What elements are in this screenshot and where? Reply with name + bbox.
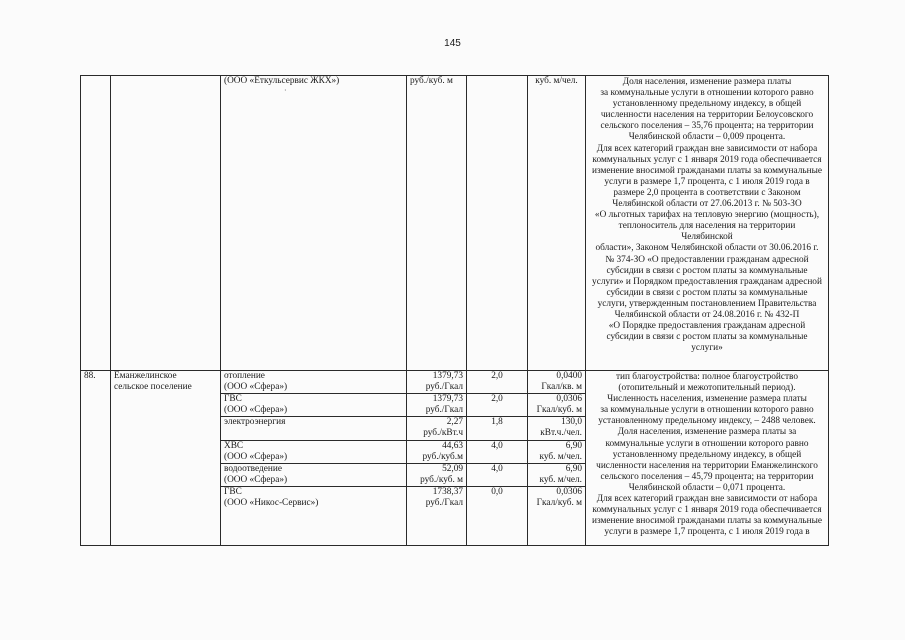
description-line: услуги» и Порядком предоставления гражданам адресной — [592, 276, 822, 287]
description-line: изменение вносимой гражданами платы за коммунальные — [592, 516, 822, 527]
description-line: численности населения на территории Белоусовского — [600, 110, 814, 121]
service-cell — [221, 463, 407, 486]
index-cell: 1,8 — [467, 417, 528, 440]
volume-cell — [528, 76, 586, 371]
volume-value: 130,0 — [561, 417, 582, 428]
description-line: Доля населения, изменение размера платы — [622, 77, 792, 87]
service-cell — [221, 394, 407, 417]
provider-name: (ООО «Еткульсервис ЖКХ») — [224, 76, 340, 86]
description-line: Челябинской области – 0,009 процента. — [628, 132, 786, 143]
municipality-name-line1: Еманжелинское — [114, 371, 177, 381]
volume-cell — [528, 486, 586, 545]
tariff-unit: руб./куб. м — [410, 76, 453, 86]
description-line: Для всех категорий граждан вне зависимости от набора — [596, 494, 818, 505]
service-provider: (ООО «Сфера») — [224, 451, 288, 462]
description-line: «О Порядке предоставления гражданам адресной — [608, 321, 806, 332]
tariff-unit: руб./Гкал — [425, 405, 463, 416]
description-line: коммунальных услуг с 1 января 2019 года обеспечивается — [592, 154, 822, 165]
index-cell — [467, 76, 528, 371]
row-number-cell: 88. — [81, 371, 111, 546]
description-line: за коммунальные услуги в отношении которого равно — [600, 88, 814, 99]
service-provider: (ООО «Сфера») — [224, 405, 288, 416]
description-line: тип благоустройства: полное благоустройство — [615, 372, 799, 382]
description-line: изменение вносимой гражданами платы за коммунальные — [592, 165, 822, 176]
tariff-table — [80, 75, 829, 546]
service-name: электроэнергия — [224, 417, 286, 428]
volume-unit: куб. м/чел. — [539, 451, 582, 462]
tariff-cell — [407, 417, 467, 440]
volume-unit: куб. м/чел. — [539, 474, 582, 485]
description-line: «О льготных тарифах на тепловую энергию (мощность), — [594, 210, 820, 221]
tariff-unit: руб./Гкал — [425, 498, 463, 509]
description-line: установленному предельному индексу, – 2488 человек. — [598, 416, 816, 427]
description-line: размере 2,0 процента в соответствии с Законом — [613, 187, 801, 198]
tariff-value: 1738,37 — [432, 486, 463, 497]
description-cell — [586, 371, 829, 546]
description-line: субсидии в связи с ростом платы за коммунальные — [606, 265, 808, 276]
index-cell: 4,0 — [467, 463, 528, 486]
tariff-unit: руб./куб.м — [422, 451, 463, 462]
tariff-cell — [407, 371, 467, 394]
description-line: Доля населения, изменение размера платы за — [617, 427, 797, 438]
description-text — [592, 372, 822, 538]
description-line: теплоноситель для населения на территории Челябинской — [618, 221, 796, 243]
description-line: сельского поселения – 35,76 процента; на территории — [600, 121, 814, 132]
volume-cell — [528, 394, 586, 417]
volume-unit: Гкал/кв. м — [541, 382, 582, 393]
volume-value: 0,0306 — [556, 486, 582, 497]
tariff-cell — [407, 440, 467, 463]
description-line: Челябинской области – 0,071 процента. — [628, 482, 786, 493]
volume-value: 0,0306 — [556, 394, 582, 405]
volume-unit: Гкал/куб. м — [536, 498, 582, 509]
municipality-cell — [111, 371, 221, 546]
description-line: субсидии в связи с ростом платы за коммунальные — [606, 332, 808, 343]
page-number: 145 — [444, 38, 461, 49]
tariff-cell — [407, 463, 467, 486]
description-line: установленному предельному индексу, в общей — [612, 99, 802, 110]
tariff-unit: руб./куб. м — [420, 474, 463, 485]
volume-unit: кВт.ч./чел. — [540, 428, 582, 439]
tariff-value: 1379,73 — [432, 394, 463, 405]
volume-value: 6,90 — [565, 440, 582, 451]
tariff-unit: руб./кВт.ч — [423, 428, 463, 439]
description-line: коммунальные услуги в отношении которого равно — [605, 438, 809, 449]
scan-mark: · — [284, 86, 287, 96]
description-line: области», Законом Челябинской области от 30.06.2016 г. — [595, 243, 819, 254]
description-line: услуги» — [691, 343, 723, 354]
service-name: водоотведение — [224, 463, 282, 474]
description-line: услуги, утвержденным постановлением Правительства — [597, 298, 817, 309]
tariff-value: 2,27 — [446, 417, 463, 428]
volume-unit: Гкал/куб. м — [536, 405, 582, 416]
index-cell: 2,0 — [467, 394, 528, 417]
service-cell — [221, 486, 407, 545]
description-line: услуги в размере 1,7 процента, с 1 июля 2019 года в — [604, 176, 810, 187]
table-row-continuation — [81, 76, 829, 371]
service-cell — [221, 76, 407, 371]
description-line: (отопительный и межотопительный период). — [618, 383, 796, 394]
service-cell — [221, 440, 407, 463]
tariff-value: 44,63 — [442, 440, 463, 451]
description-text — [592, 77, 822, 354]
volume-unit: куб. м/чел. — [535, 76, 578, 86]
description-line: установленному предельному индексу, в общей — [612, 449, 802, 460]
tariff-cell — [407, 486, 467, 545]
index-cell: 0,0 — [467, 486, 528, 545]
tariff-unit: руб./Гкал — [425, 382, 463, 393]
service-provider: (ООО «Никос-Сервис») — [224, 498, 319, 509]
description-line: Численность населения, изменение размера платы — [607, 394, 807, 405]
description-line: субсидии в связи с ростом платы за коммунальные — [606, 287, 808, 298]
description-line: Челябинской области от 27.06.2013 г. № 503-ЗО — [612, 199, 802, 210]
tariff-cell — [407, 394, 467, 417]
description-line: № 374-ЗО «О предоставлении гражданам адресной — [605, 254, 809, 265]
description-cell — [586, 76, 829, 371]
service-name: отопление — [224, 371, 265, 381]
service-name: ГВС — [224, 486, 242, 497]
volume-cell — [528, 440, 586, 463]
volume-cell — [528, 371, 586, 394]
index-cell: 2,0 — [467, 371, 528, 394]
description-line: численности населения на территории Еманжелинского — [596, 460, 818, 471]
description-line: за коммунальные услуги в отношении которого равно — [600, 405, 814, 416]
description-line: коммунальных услуг с 1 января 2019 года обеспечивается — [592, 505, 822, 516]
description-line: Челябинской области от 24.08.2016 г. № 432-П — [614, 309, 800, 320]
tariff-cell — [407, 76, 467, 371]
service-cell — [221, 371, 407, 394]
municipality-name-line2: сельское поселение — [114, 382, 192, 393]
volume-value: 6,90 — [565, 463, 582, 474]
volume-cell — [528, 463, 586, 486]
service-cell — [221, 417, 407, 440]
table-row-88 — [81, 371, 829, 394]
municipality-cell — [111, 76, 221, 371]
service-name: ХВС — [224, 440, 244, 451]
index-cell: 4,0 — [467, 440, 528, 463]
description-line: Для всех категорий граждан вне зависимости от набора — [596, 143, 818, 154]
tariff-value: 52,09 — [442, 463, 463, 474]
volume-cell — [528, 417, 586, 440]
service-provider: (ООО «Сфера») — [224, 474, 288, 485]
service-provider: (ООО «Сфера») — [224, 382, 288, 393]
row-number-cell — [81, 76, 111, 371]
volume-value: 0,0400 — [556, 371, 582, 381]
tariff-value: 1379,73 — [432, 371, 463, 381]
description-line: услуги в размере 1,7 процента, с 1 июля 2019 года в — [604, 527, 810, 538]
service-name: ГВС — [224, 394, 242, 405]
description-line: сельского поселения – 45,79 процента; на территории — [600, 471, 814, 482]
